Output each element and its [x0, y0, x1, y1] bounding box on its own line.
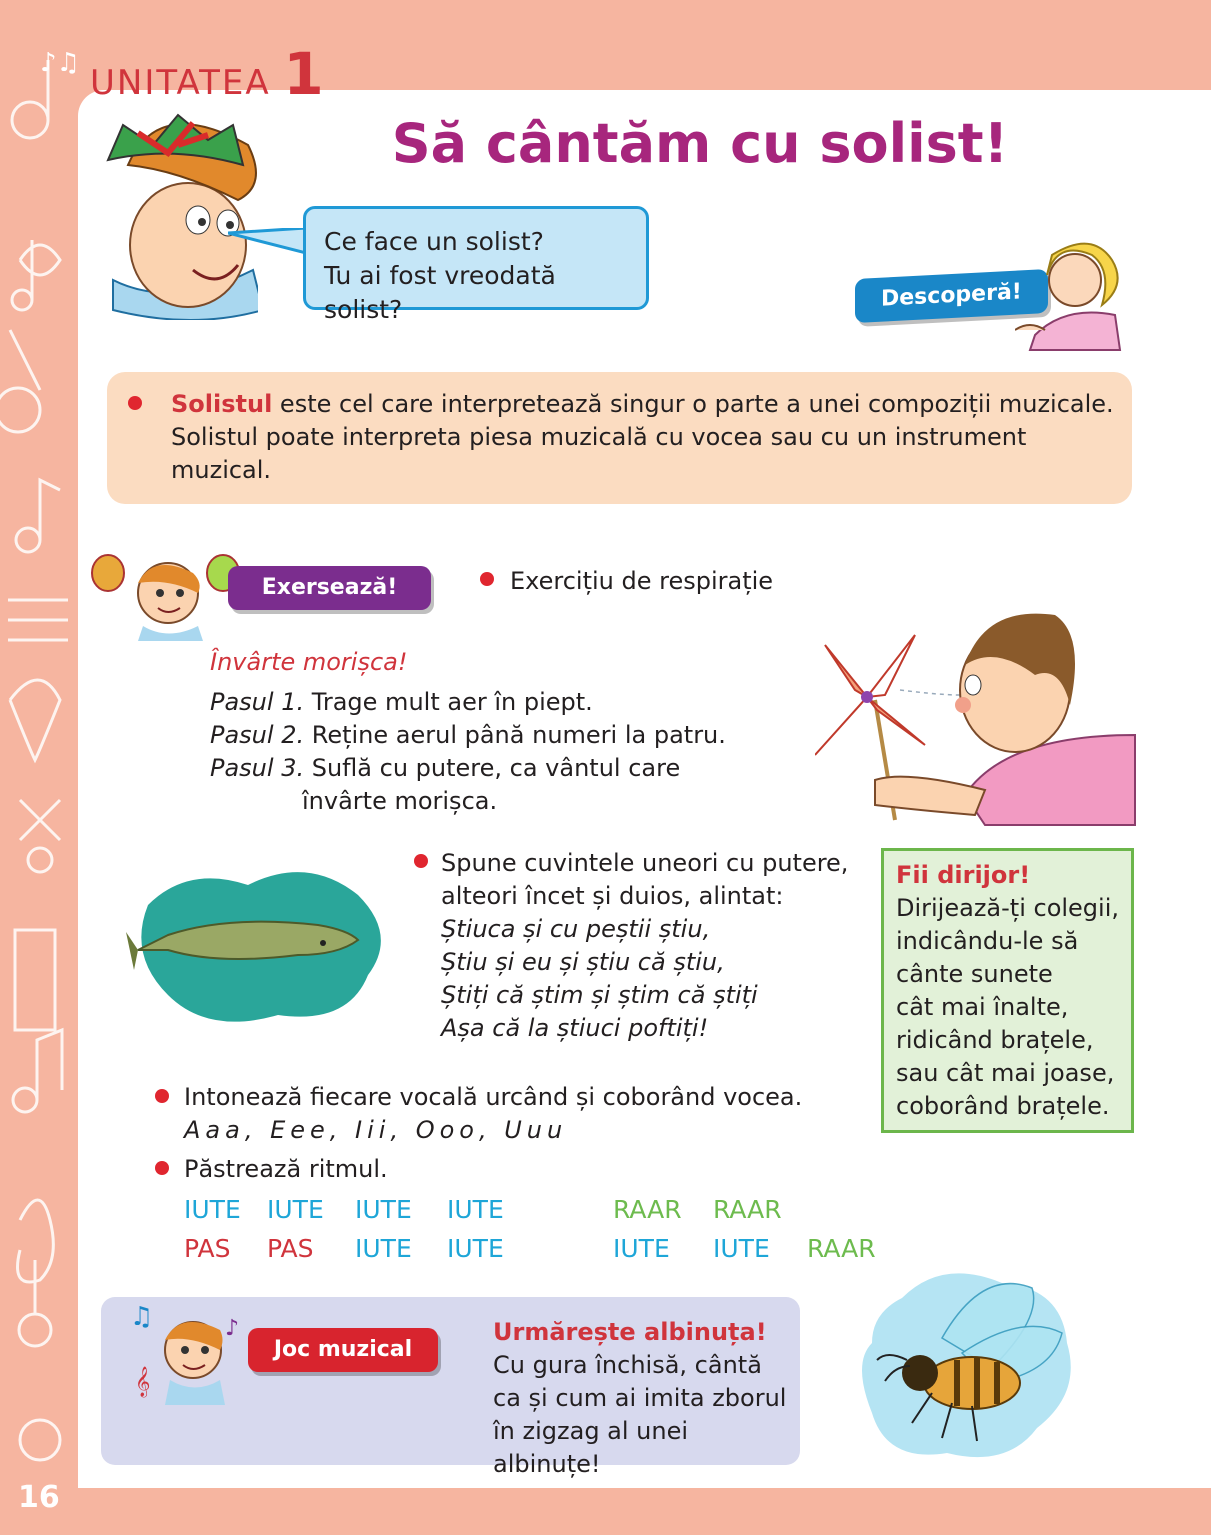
page-title: Să cântăm cu solist! [391, 112, 1009, 175]
fii-dirijor-box [881, 848, 1134, 1133]
boy-pinwheel-illustration [815, 605, 1145, 827]
rhythm-word: IUTE [713, 1234, 770, 1263]
rhythm-word: RAAR [613, 1195, 682, 1224]
poem-line-1: Știuca și cu peștii știu, [441, 915, 711, 943]
page-number: 16 [18, 1480, 60, 1515]
rhythm-word: PAS [184, 1234, 231, 1263]
bullet-icon [128, 396, 142, 410]
fii-dirijor-title: Fii dirijor! [896, 861, 1031, 889]
definition-line-2: Solistul poate interpreta piesa muzicală cu vocea sau cu un instrument [171, 423, 1027, 451]
bullet-icon [155, 1089, 169, 1103]
exercise-breathing-label: Exercițiu de respirație [510, 567, 774, 595]
rhythm-word: IUTE [267, 1195, 324, 1224]
bullet-icon [480, 572, 494, 586]
unit-number: 1 [283, 40, 324, 108]
words-line-2: alteori încet și duios, alintat: [441, 882, 784, 910]
rhythm-word: IUTE [355, 1234, 412, 1263]
rhythm-word: IUTE [184, 1195, 241, 1224]
girl-pointing-illustration [1015, 240, 1125, 352]
rhythm-word: RAAR [713, 1195, 782, 1224]
joc-line-3: în zigzag al unei albinuțe! [493, 1417, 689, 1478]
speech-bubble [303, 206, 649, 324]
speech-bubble-tail [228, 228, 308, 258]
rhythm-word: PAS [267, 1234, 314, 1263]
boy-maracas-illustration [88, 548, 248, 643]
bullet-icon [155, 1161, 169, 1175]
step-1 [210, 686, 810, 719]
step-3 [210, 752, 810, 785]
rhythm-word: IUTE [447, 1195, 504, 1224]
joc-title: Urmărește albinuța! [493, 1318, 767, 1346]
poem-line-3: Știți că știm și știm că știți [441, 981, 758, 1009]
fii-line-6: sau cât mai joase, [896, 1059, 1115, 1087]
exercise-vowels [184, 1081, 874, 1147]
joc-line-2: ca și cum ai imita zborul [493, 1384, 787, 1412]
rhythm-word: IUTE [355, 1195, 412, 1224]
exercise-steps [210, 686, 810, 818]
joc-muzical-text [493, 1316, 793, 1481]
poem-line-4: Așa că la știuci poftiți! [441, 1014, 709, 1042]
fii-line-7: coborând brațele. [896, 1092, 1110, 1120]
vowels-sequence: Aaa, Eee, Iii, Ooo, Uuu [184, 1116, 568, 1144]
step-3-cont: învârte morișca. [302, 787, 498, 815]
jester-boy-illustration [88, 105, 258, 320]
definition-keyword: Solistul [171, 390, 273, 418]
step-2 [210, 719, 810, 752]
music-note-icon: ♪♫ [40, 48, 80, 78]
step-label: Pasul 3. [210, 754, 305, 782]
fii-line-3: cânte sunete [896, 960, 1053, 988]
bubble-line-1: Ce face un solist? [324, 227, 544, 256]
poem-line-2: Știu și eu și știu că știu, [441, 948, 725, 976]
bee-illustration [862, 1258, 1077, 1463]
pike-fish-illustration [118, 865, 388, 1030]
fii-line-2: indicându-le să [896, 927, 1079, 955]
exerseaza-tag: Exersează! [228, 566, 431, 610]
fii-line-5: ridicând brațele, [896, 1026, 1094, 1054]
step-label: Pasul 1. [210, 688, 305, 716]
rhythm-word: IUTE [613, 1234, 670, 1263]
fii-line-1: Dirijează-ți colegii, [896, 894, 1120, 922]
bullet-icon [414, 854, 428, 868]
exercise-words [441, 847, 881, 1045]
vowels-instruction: Intonează fiecare vocală urcând și coborând vocea. [184, 1083, 803, 1111]
exercise-subtitle: Învârte morișca! [210, 648, 408, 676]
rhythm-label: Păstrează ritmul. [184, 1155, 388, 1183]
descopera-tag: Descoperă! [855, 269, 1048, 323]
step-label: Pasul 2. [210, 721, 305, 749]
joc-muzical-tag: Joc muzical [248, 1328, 438, 1372]
music-doodles-icon [0, 0, 78, 1535]
svg-text:♪: ♪ [225, 1316, 240, 1341]
bubble-line-2: Tu ai fost vreodată solist? [324, 261, 556, 324]
rhythm-word: RAAR [807, 1234, 876, 1263]
step-text: Suflă cu putere, ca vântul care [304, 754, 681, 782]
unit-header [90, 40, 324, 108]
svg-text:𝄞: 𝄞 [135, 1367, 151, 1397]
unit-label: UNITATEA [90, 63, 271, 103]
boy-music-notes-illustration [125, 1295, 260, 1410]
fii-line-4: cât mai înalte, [896, 993, 1069, 1021]
definition-line-3: muzical. [171, 456, 272, 484]
rhythm-word: IUTE [447, 1234, 504, 1263]
words-line-1: Spune cuvintele uneori cu putere, [441, 849, 849, 877]
step-text: Trage mult aer în piept. [304, 688, 593, 716]
decorative-music-strip [0, 0, 78, 1535]
definition-text [171, 388, 1121, 487]
definition-line-1: este cel care interpretează singur o parte a unei compoziții muzicale. [272, 390, 1114, 418]
joc-line-1: Cu gura închisă, cântă [493, 1351, 762, 1379]
svg-text:♫: ♫ [130, 1302, 154, 1332]
step-text: Reține aerul până numeri la patru. [304, 721, 726, 749]
